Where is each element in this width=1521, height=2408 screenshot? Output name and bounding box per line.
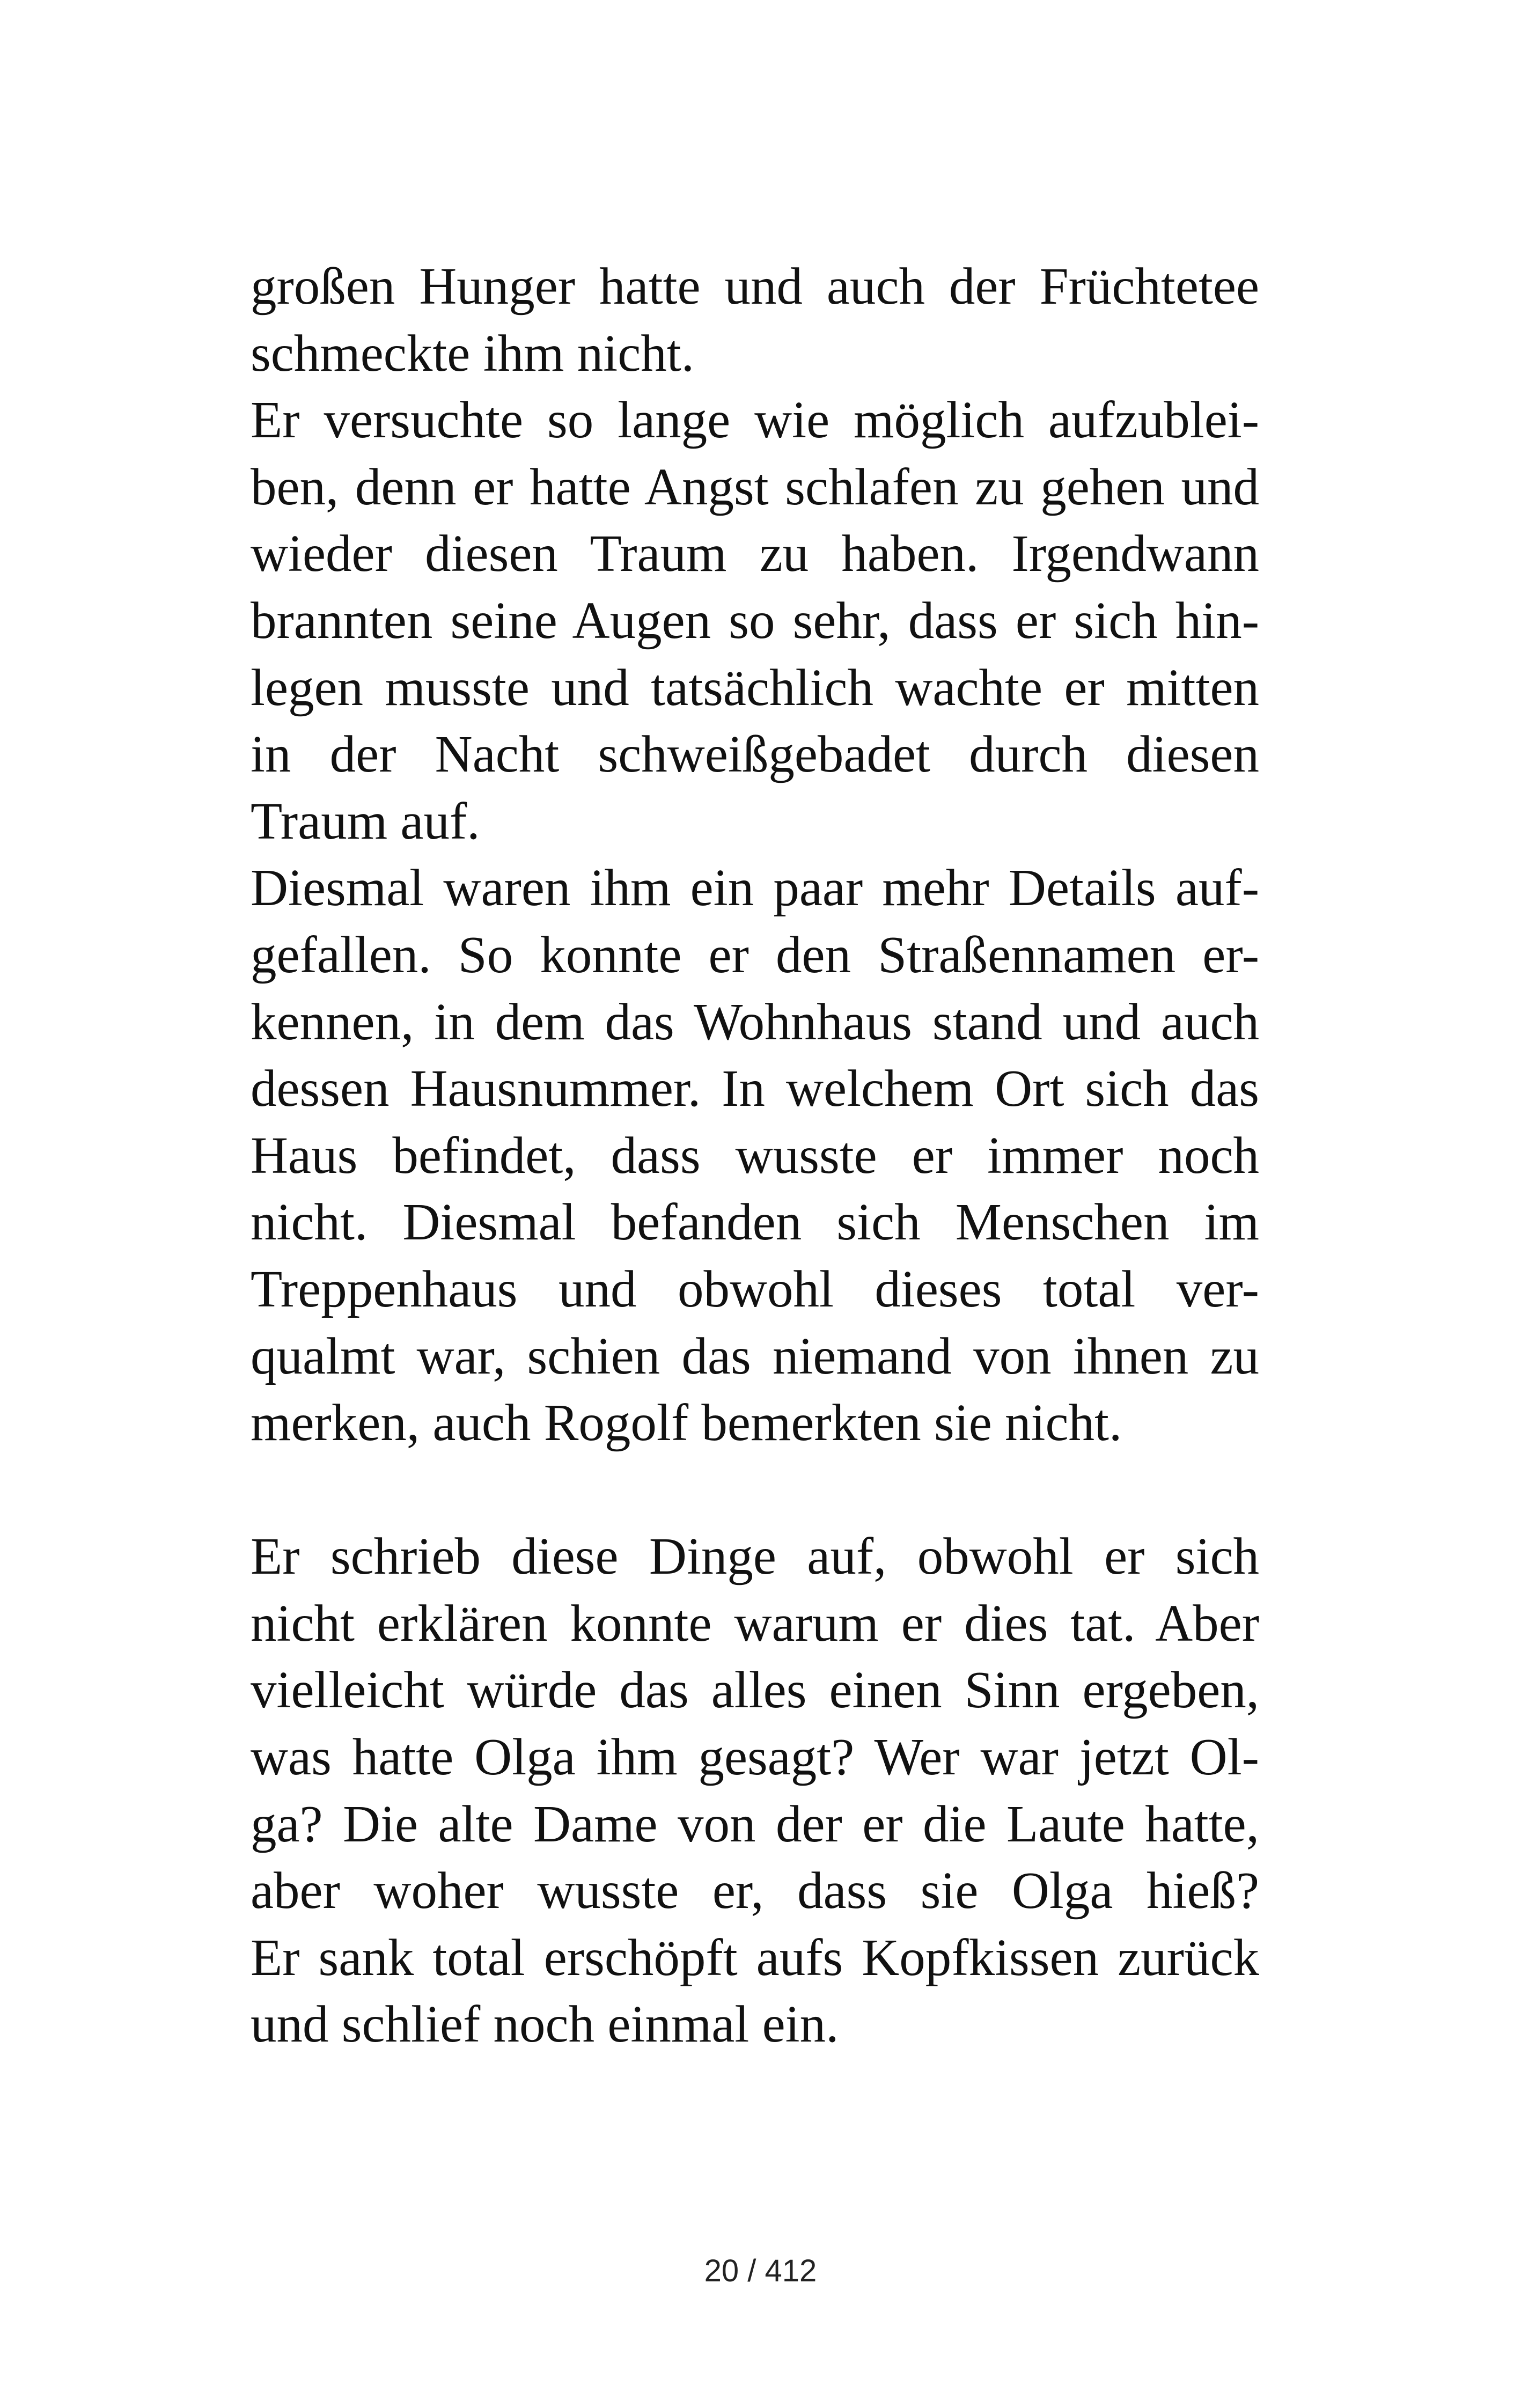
text-line: dessen Hausnummer. In welchem Ort sich das — [251, 1060, 1259, 1118]
text-line: gefallen. So konnte er den Straßennamen er- — [251, 926, 1259, 983]
text-line: brannten seine Augen so sehr, dass er sich hin- — [251, 591, 1259, 649]
text-line: vielleicht würde das alles einen Sinn ergeben, — [251, 1661, 1259, 1719]
page-body — [251, 253, 1259, 2058]
text-line: merken, auch Rogolf bemerkten sie nicht. — [251, 1394, 1122, 1452]
text-line: schmeckte ihm nicht. — [251, 324, 694, 382]
paragraph-break — [251, 1457, 1259, 1524]
text-line: Er schrieb diese Dinge auf, obwohl er sich — [251, 1528, 1259, 1585]
text-line: nicht erklären konnte warum er dies tat. Aber — [251, 1594, 1259, 1652]
text-line: qualmt war, schien das niemand von ihnen zu — [251, 1327, 1259, 1385]
text-line: Treppenhaus und obwohl dieses total ver- — [251, 1260, 1259, 1318]
text-line: Haus befindet, dass wusste er immer noch — [251, 1126, 1259, 1184]
text-line: legen musste und tatsächlich wachte er mitten — [251, 658, 1259, 716]
text-line: aber woher wusste er, dass sie Olga hieß? — [251, 1862, 1259, 1920]
text-line: und schlief noch einmal ein. — [251, 1995, 839, 2053]
text-line: in der Nacht schweißgebadet durch diesen — [251, 725, 1259, 783]
text-line: wieder diesen Traum zu haben. Irgendwann — [251, 525, 1259, 583]
text-line: nicht. Diesmal befanden sich Menschen im — [251, 1193, 1259, 1251]
page-number: 20 / 412 — [704, 2253, 817, 2288]
text-line: Diesmal waren ihm ein paar mehr Details auf- — [251, 859, 1259, 917]
text-line: großen Hunger hatte und auch der Früchtetee — [251, 258, 1259, 315]
text-line: Traum auf. — [251, 792, 480, 850]
text-line: ben, denn er hatte Angst schlafen zu gehen und — [251, 458, 1259, 516]
text-line: kennen, in dem das Wohnhaus stand und auch — [251, 993, 1259, 1051]
text-line: Er sank total erschöpft aufs Kopfkissen zurück — [251, 1928, 1259, 1986]
text-line: was hatte Olga ihm gesagt? Wer war jetzt Ol- — [251, 1728, 1259, 1786]
text-line: ga? Die alte Dame von der er die Laute hatte, — [251, 1795, 1259, 1853]
text-line: Er versuchte so lange wie möglich aufzublei- — [251, 391, 1259, 449]
